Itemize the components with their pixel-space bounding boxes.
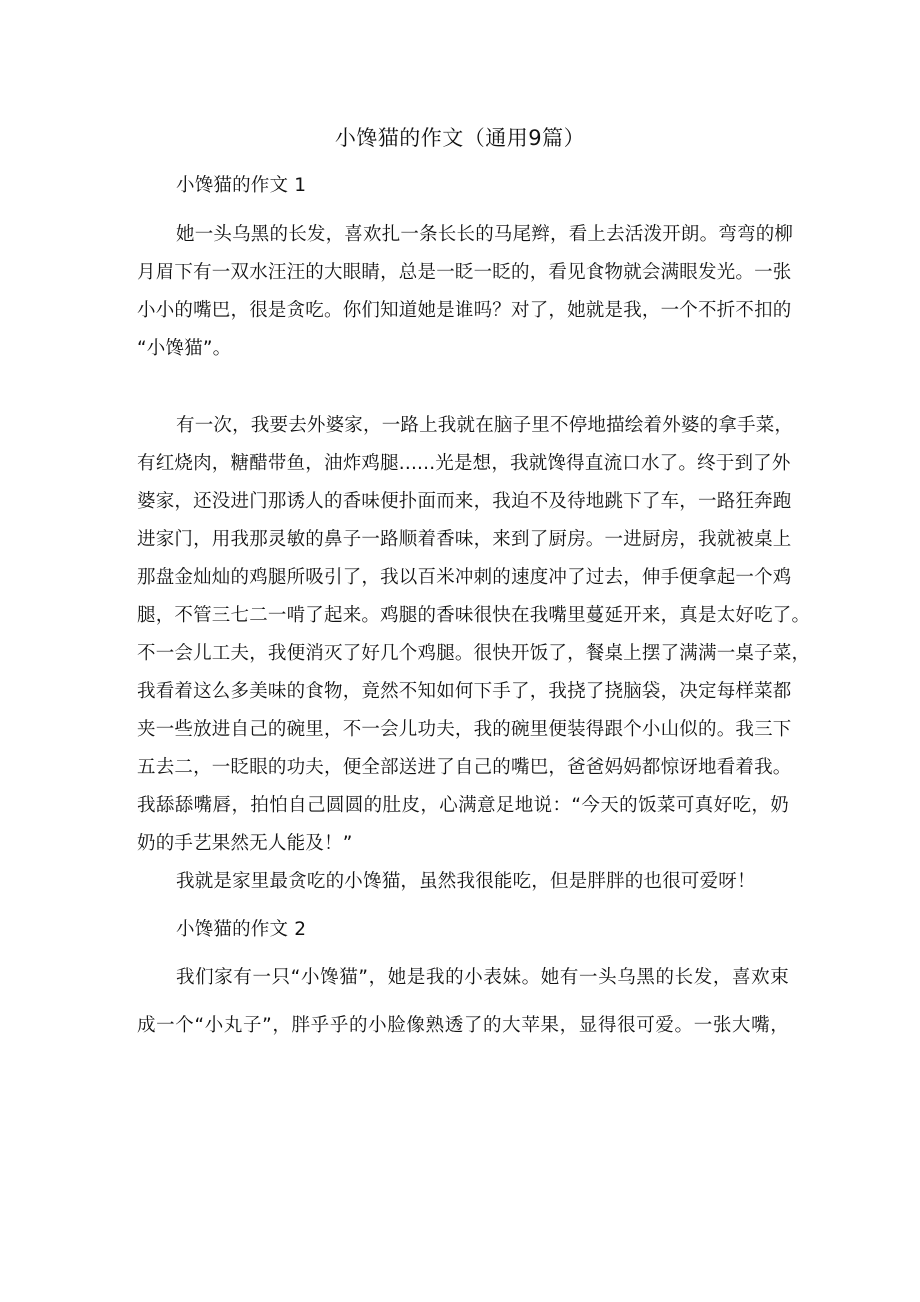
paragraph-line: 小小的嘴巴，很是贪吃。你们知道她是谁吗？对了，她就是我，一个不折不扣的 (137, 300, 792, 321)
paragraph-line: 腿，不管三七二一啃了起来。鸡腿的香味很快在我嘴里蔓延开来，真是太好吃了。 (137, 605, 811, 626)
paragraph-line: 夹一些放进自己的碗里，不一会儿功夫，我的碗里便装得跟个小山似的。我三下 (137, 719, 792, 740)
paragraph-line: 我舔舔嘴唇，拍怕自己圆圆的肚皮，心满意足地说：“今天的饭菜可真好吃，奶 (137, 795, 789, 816)
paragraph-line: 那盘金灿灿的鸡腿所吸引了，我以百米冲刺的速度冲了过去，伸手便拿起一个鸡 (137, 567, 792, 588)
paragraph-line: 婆家，还没进门那诱人的香味便扑面而来，我迫不及待地跳下了车，一路狂奔跑 (137, 491, 792, 512)
paragraph-line: 我就是家里最贪吃的小馋猫，虽然我很能吃，但是胖胖的也很可爱呀！ (176, 871, 756, 892)
paragraph-line: “小馋猫”。 (137, 338, 232, 359)
section-heading-2: 小馋猫的作文 2 (176, 919, 307, 940)
paragraph-line: 成一个“小丸子”，胖乎乎的小脸像熟透了的大苹果，显得很可爱。一张大嘴， (137, 1015, 789, 1036)
paragraph-line: 有一次，我要去外婆家，一路上我就在脑子里不停地描绘着外婆的拿手菜， (176, 415, 794, 436)
section-heading-1: 小馋猫的作文 1 (176, 175, 307, 196)
document-title: 小馋猫的作文（通用9篇） (334, 126, 586, 150)
paragraph-line: 不一会儿工夫，我便消灭了好几个鸡腿。很快开饭了，餐桌上摆了满满一桌子菜， (137, 643, 811, 664)
paragraph-line: 有红烧肉，糖醋带鱼，油炸鸡腿......光是想，我就馋得直流口水了。终于到了外 (137, 453, 791, 474)
paragraph-line: 她一头乌黑的长发，喜欢扎一条长长的马尾辫，看上去活泼开朗。弯弯的柳 (176, 224, 794, 245)
paragraph-line: 月眉下有一双水汪汪的大眼睛，总是一眨一眨的，看见食物就会满眼发光。一张 (137, 262, 792, 283)
paragraph-line: 进家门，用我那灵敏的鼻子一路顺着香味，来到了厨房。一进厨房，我就被桌上 (137, 529, 792, 550)
paragraph-line: 我看着这么多美味的食物，竟然不知如何下手了，我挠了挠脑袋，决定每样菜都 (137, 681, 792, 702)
paragraph-line: 五去二，一眨眼的功夫，便全部送进了自己的嘴巴，爸爸妈妈都惊讶地看着我。 (137, 757, 792, 778)
paragraph-line: 我们家有一只“小馋猫”，她是我的小表妹。她有一头乌黑的长发，喜欢束 (176, 967, 789, 988)
paragraph-line: 奶的手艺果然无人能及！” (137, 833, 353, 854)
